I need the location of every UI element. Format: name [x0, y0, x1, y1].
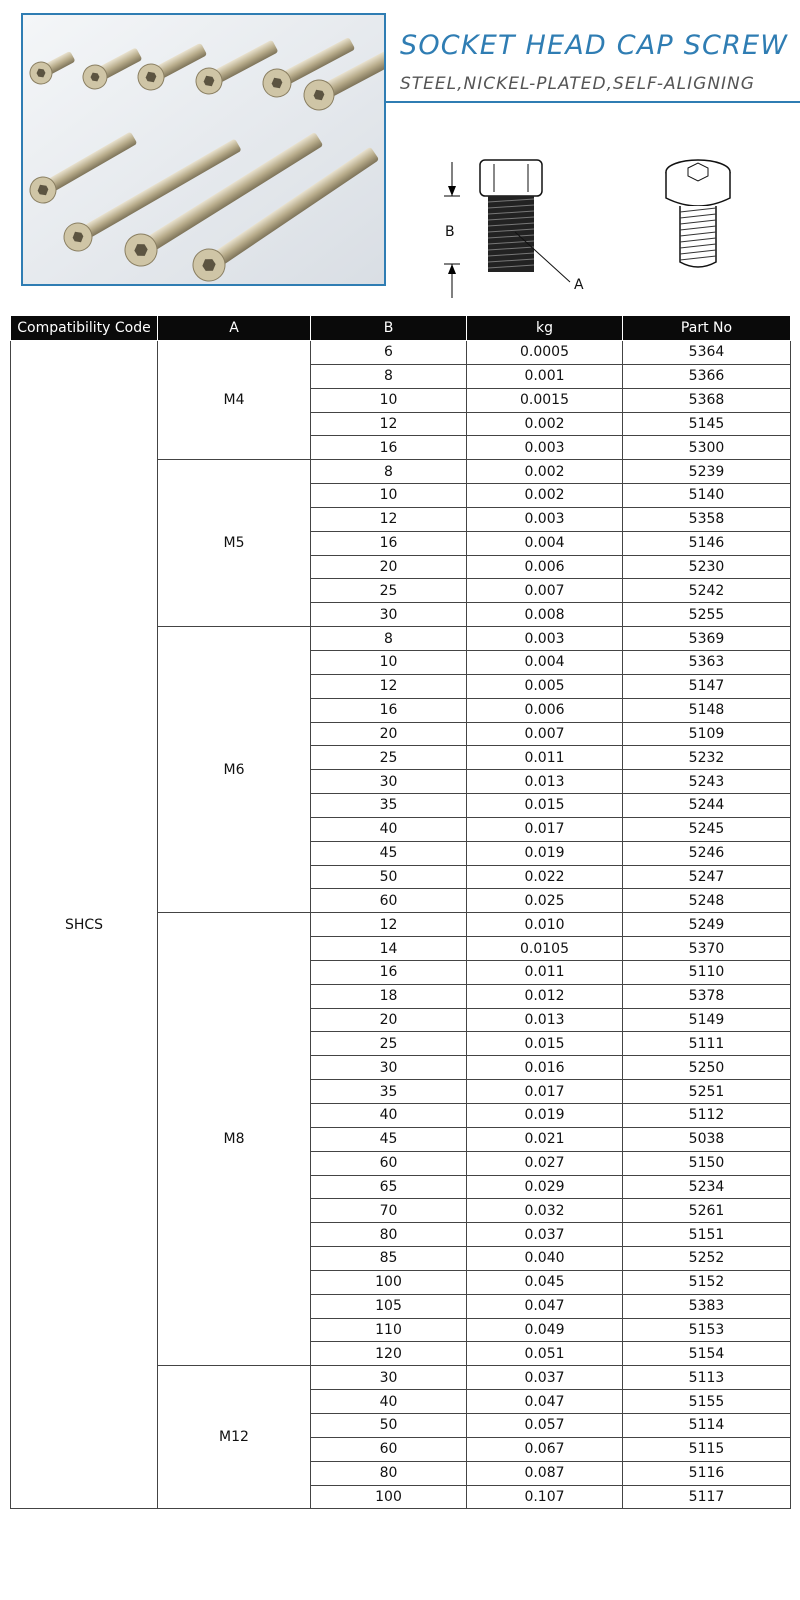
length-cell: 85 — [311, 1247, 467, 1271]
length-cell: 30 — [311, 1366, 467, 1390]
weight-cell: 0.007 — [467, 579, 623, 603]
length-cell: 45 — [311, 1127, 467, 1151]
part-number-cell: 5234 — [623, 1175, 791, 1199]
part-number-cell: 5147 — [623, 674, 791, 698]
length-cell: 20 — [311, 722, 467, 746]
length-cell: 8 — [311, 460, 467, 484]
weight-cell: 0.003 — [467, 436, 623, 460]
length-cell: 80 — [311, 1461, 467, 1485]
part-number-cell: 5368 — [623, 388, 791, 412]
weight-cell: 0.047 — [467, 1294, 623, 1318]
length-cell: 16 — [311, 698, 467, 722]
thread-size-cell: M8 — [158, 913, 311, 1366]
part-number-cell: 5148 — [623, 698, 791, 722]
weight-cell: 0.022 — [467, 865, 623, 889]
weight-cell: 0.002 — [467, 460, 623, 484]
weight-cell: 0.011 — [467, 960, 623, 984]
weight-cell: 0.004 — [467, 531, 623, 555]
thread-size-cell: M12 — [158, 1366, 311, 1509]
header-part-no: Part No — [623, 316, 791, 341]
length-cell: 70 — [311, 1199, 467, 1223]
weight-cell: 0.057 — [467, 1413, 623, 1437]
weight-cell: 0.037 — [467, 1223, 623, 1247]
part-number-cell: 5150 — [623, 1151, 791, 1175]
weight-cell: 0.010 — [467, 913, 623, 937]
length-cell: 18 — [311, 984, 467, 1008]
part-number-cell: 5247 — [623, 865, 791, 889]
length-cell: 10 — [311, 388, 467, 412]
length-cell: 60 — [311, 1151, 467, 1175]
weight-cell: 0.006 — [467, 698, 623, 722]
length-cell: 35 — [311, 1080, 467, 1104]
part-number-cell: 5116 — [623, 1461, 791, 1485]
screw-3d-icon — [650, 150, 750, 280]
part-number-cell: 5370 — [623, 937, 791, 961]
length-cell: 6 — [311, 341, 467, 365]
part-number-cell: 5366 — [623, 364, 791, 388]
length-cell: 16 — [311, 436, 467, 460]
length-cell: 80 — [311, 1223, 467, 1247]
weight-cell: 0.107 — [467, 1485, 623, 1509]
length-cell: 25 — [311, 579, 467, 603]
weight-cell: 0.012 — [467, 984, 623, 1008]
title-divider — [386, 101, 800, 103]
product-photo — [21, 13, 386, 286]
length-cell: 35 — [311, 794, 467, 818]
weight-cell: 0.087 — [467, 1461, 623, 1485]
length-cell: 25 — [311, 1032, 467, 1056]
part-number-cell: 5369 — [623, 627, 791, 651]
part-number-cell: 5250 — [623, 1056, 791, 1080]
length-cell: 45 — [311, 841, 467, 865]
part-number-cell: 5364 — [623, 341, 791, 365]
part-number-cell: 5113 — [623, 1366, 791, 1390]
part-number-cell: 5239 — [623, 460, 791, 484]
weight-cell: 0.049 — [467, 1318, 623, 1342]
length-cell: 12 — [311, 913, 467, 937]
part-number-cell: 5300 — [623, 436, 791, 460]
length-cell: 16 — [311, 960, 467, 984]
part-number-cell: 5154 — [623, 1342, 791, 1366]
length-cell: 8 — [311, 627, 467, 651]
weight-cell: 0.008 — [467, 603, 623, 627]
length-cell: 105 — [311, 1294, 467, 1318]
part-number-cell: 5149 — [623, 1008, 791, 1032]
weight-cell: 0.006 — [467, 555, 623, 579]
table-header-row — [11, 316, 791, 341]
dimension-label-a: A — [574, 277, 584, 293]
weight-cell: 0.001 — [467, 364, 623, 388]
length-cell: 30 — [311, 770, 467, 794]
part-number-cell: 5378 — [623, 984, 791, 1008]
weight-cell: 0.037 — [467, 1366, 623, 1390]
weight-cell: 0.015 — [467, 794, 623, 818]
page-title: SOCKET HEAD CAP SCREW — [400, 30, 789, 61]
weight-cell: 0.025 — [467, 889, 623, 913]
part-number-cell: 5246 — [623, 841, 791, 865]
part-number-cell: 5383 — [623, 1294, 791, 1318]
part-number-cell: 5112 — [623, 1104, 791, 1128]
length-cell: 10 — [311, 650, 467, 674]
length-cell: 25 — [311, 746, 467, 770]
part-number-cell: 5230 — [623, 555, 791, 579]
length-cell: 12 — [311, 674, 467, 698]
part-number-cell: 5363 — [623, 650, 791, 674]
part-number-cell: 5251 — [623, 1080, 791, 1104]
length-cell: 10 — [311, 484, 467, 508]
part-number-cell: 5145 — [623, 412, 791, 436]
weight-cell: 0.0005 — [467, 341, 623, 365]
weight-cell: 0.017 — [467, 1080, 623, 1104]
length-cell: 60 — [311, 889, 467, 913]
part-number-cell: 5146 — [623, 531, 791, 555]
weight-cell: 0.007 — [467, 722, 623, 746]
part-number-cell: 5358 — [623, 507, 791, 531]
part-number-cell: 5261 — [623, 1199, 791, 1223]
weight-cell: 0.003 — [467, 627, 623, 651]
part-number-cell: 5151 — [623, 1223, 791, 1247]
weight-cell: 0.021 — [467, 1127, 623, 1151]
length-cell: 100 — [311, 1485, 467, 1509]
weight-cell: 0.002 — [467, 412, 623, 436]
part-number-cell: 5115 — [623, 1437, 791, 1461]
length-cell: 65 — [311, 1175, 467, 1199]
length-cell: 12 — [311, 507, 467, 531]
part-number-cell: 5117 — [623, 1485, 791, 1509]
part-number-cell: 5110 — [623, 960, 791, 984]
part-number-cell: 5248 — [623, 889, 791, 913]
length-cell: 30 — [311, 1056, 467, 1080]
weight-cell: 0.051 — [467, 1342, 623, 1366]
part-number-cell: 5111 — [623, 1032, 791, 1056]
weight-cell: 0.019 — [467, 1104, 623, 1128]
dimension-diagram — [430, 150, 610, 300]
length-cell: 120 — [311, 1342, 467, 1366]
header-b: B — [311, 316, 467, 341]
part-number-cell: 5109 — [623, 722, 791, 746]
length-cell: 20 — [311, 1008, 467, 1032]
part-number-cell: 5114 — [623, 1413, 791, 1437]
page-subtitle: STEEL,NICKEL-PLATED,SELF-ALIGNING — [400, 74, 755, 94]
part-number-cell: 5255 — [623, 603, 791, 627]
length-cell: 8 — [311, 364, 467, 388]
length-cell: 110 — [311, 1318, 467, 1342]
length-cell: 100 — [311, 1270, 467, 1294]
weight-cell: 0.019 — [467, 841, 623, 865]
weight-cell: 0.017 — [467, 817, 623, 841]
table-body — [11, 341, 791, 1509]
length-cell: 40 — [311, 1104, 467, 1128]
part-number-cell: 5243 — [623, 770, 791, 794]
length-cell: 60 — [311, 1437, 467, 1461]
compatibility-code-cell: SHCS — [11, 341, 158, 1509]
length-cell: 16 — [311, 531, 467, 555]
weight-cell: 0.011 — [467, 746, 623, 770]
weight-cell: 0.029 — [467, 1175, 623, 1199]
weight-cell: 0.027 — [467, 1151, 623, 1175]
weight-cell: 0.032 — [467, 1199, 623, 1223]
weight-cell: 0.004 — [467, 650, 623, 674]
part-number-cell: 5249 — [623, 913, 791, 937]
dimension-label-b: B — [445, 224, 455, 240]
length-cell: 50 — [311, 1413, 467, 1437]
part-number-cell: 5242 — [623, 579, 791, 603]
header-compatibility-code: Compatibility Code — [11, 316, 158, 341]
table-row — [11, 341, 791, 365]
part-number-cell: 5140 — [623, 484, 791, 508]
thread-size-cell: M4 — [158, 341, 311, 460]
part-number-cell: 5155 — [623, 1390, 791, 1414]
part-number-cell: 5232 — [623, 746, 791, 770]
weight-cell: 0.0105 — [467, 937, 623, 961]
weight-cell: 0.045 — [467, 1270, 623, 1294]
weight-cell: 0.047 — [467, 1390, 623, 1414]
part-number-cell: 5245 — [623, 817, 791, 841]
weight-cell: 0.016 — [467, 1056, 623, 1080]
weight-cell: 0.005 — [467, 674, 623, 698]
spec-table — [10, 315, 791, 1509]
weight-cell: 0.015 — [467, 1032, 623, 1056]
header-kg: kg — [467, 316, 623, 341]
length-cell: 40 — [311, 1390, 467, 1414]
length-cell: 12 — [311, 412, 467, 436]
part-number-cell: 5153 — [623, 1318, 791, 1342]
length-cell: 20 — [311, 555, 467, 579]
thread-size-cell: M6 — [158, 627, 311, 913]
part-number-cell: 5252 — [623, 1247, 791, 1271]
length-cell: 50 — [311, 865, 467, 889]
thread-size-cell: M5 — [158, 460, 311, 627]
weight-cell: 0.013 — [467, 1008, 623, 1032]
weight-cell: 0.0015 — [467, 388, 623, 412]
part-number-cell: 5152 — [623, 1270, 791, 1294]
weight-cell: 0.040 — [467, 1247, 623, 1271]
weight-cell: 0.013 — [467, 770, 623, 794]
weight-cell: 0.002 — [467, 484, 623, 508]
part-number-cell: 5038 — [623, 1127, 791, 1151]
length-cell: 30 — [311, 603, 467, 627]
weight-cell: 0.067 — [467, 1437, 623, 1461]
part-number-cell: 5244 — [623, 794, 791, 818]
length-cell: 14 — [311, 937, 467, 961]
header-a: A — [158, 316, 311, 341]
length-cell: 40 — [311, 817, 467, 841]
weight-cell: 0.003 — [467, 507, 623, 531]
